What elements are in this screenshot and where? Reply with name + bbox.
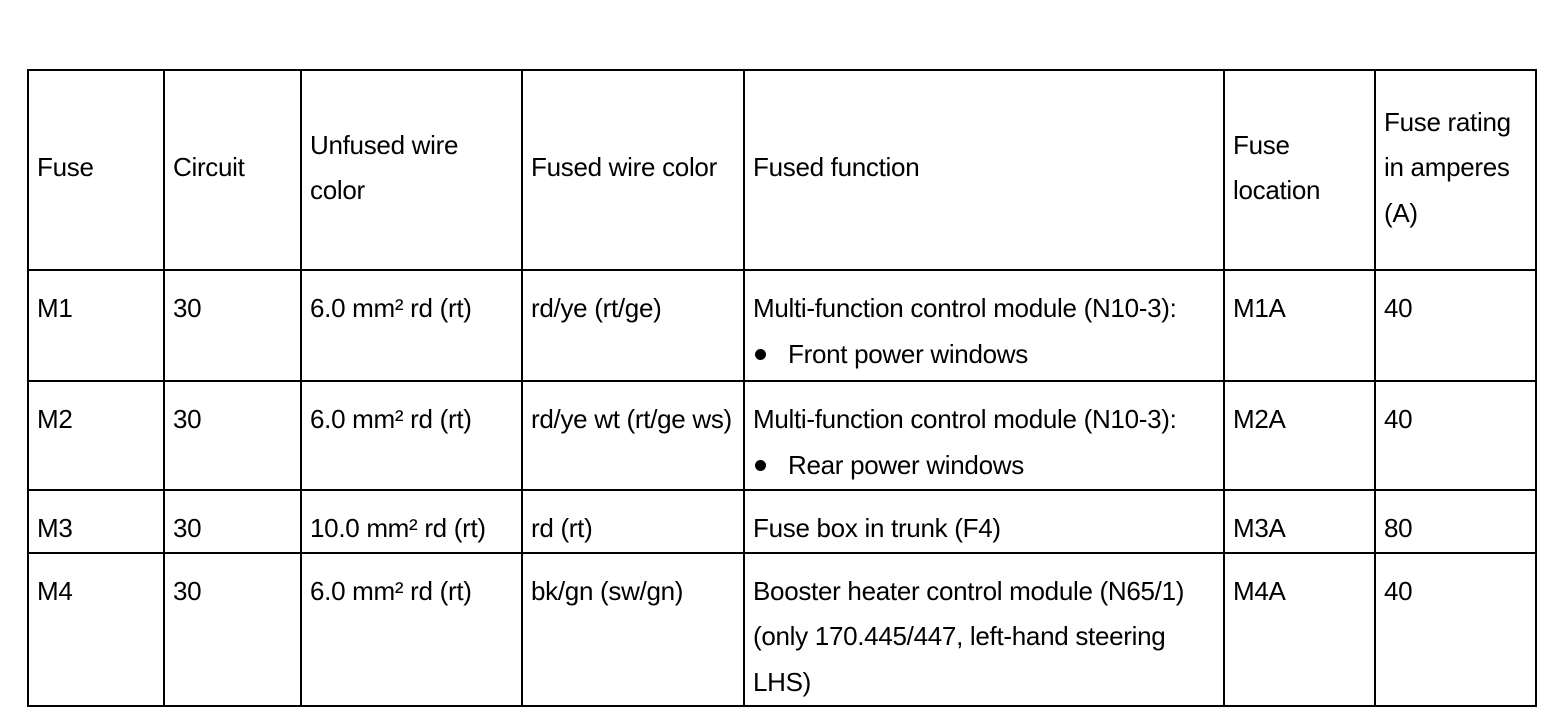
function-text: Booster heater control module (N65/1)	[753, 575, 1185, 606]
cell-fuse-rating: 40	[1375, 270, 1536, 381]
bullet-icon	[755, 349, 766, 360]
cell-fuse: M4	[28, 553, 164, 707]
cell-fused-wire-color: rd/ye (rt/ge)	[522, 270, 744, 381]
cell-circuit: 30	[164, 381, 301, 490]
function-text-line2: (only 170.445/447, left-hand steering LHS)	[753, 621, 1166, 697]
cell-fused-function	[744, 381, 1224, 490]
header-unfused-wire-color: Unfused wire color	[301, 70, 522, 270]
header-fuse-location: Fuse location	[1224, 70, 1375, 270]
cell-fuse-rating: 40	[1375, 381, 1536, 490]
cell-fused-wire-color: rd (rt)	[522, 490, 744, 553]
cell-fuse: M3	[28, 490, 164, 553]
table-header-row	[28, 70, 1536, 270]
cell-circuit: 30	[164, 553, 301, 707]
cell-fused-function	[744, 553, 1224, 707]
table-row	[28, 553, 1536, 707]
table-row	[28, 490, 1536, 553]
cell-fused-wire-color: bk/gn (sw/gn)	[522, 553, 744, 707]
cell-unfused-wire-color: 6.0 mm² rd (rt)	[301, 553, 522, 707]
cell-fuse-location: M4A	[1224, 553, 1375, 707]
fuse-table	[27, 69, 1537, 707]
function-bullet-item	[753, 332, 1215, 378]
function-bullet-text: Rear power windows	[788, 449, 1024, 480]
cell-fuse-rating: 80	[1375, 490, 1536, 553]
header-fused-function: Fused function	[744, 70, 1224, 270]
cell-fused-wire-color: rd/ye wt (rt/ge ws)	[522, 381, 744, 490]
cell-fuse-location: M3A	[1224, 490, 1375, 553]
cell-fused-function	[744, 270, 1224, 381]
table-row	[28, 270, 1536, 381]
cell-fuse: M2	[28, 381, 164, 490]
header-fuse: Fuse	[28, 70, 164, 270]
bullet-icon	[755, 460, 766, 471]
function-bullet-item	[753, 443, 1215, 489]
cell-unfused-wire-color: 6.0 mm² rd (rt)	[301, 381, 522, 490]
cell-unfused-wire-color: 10.0 mm² rd (rt)	[301, 490, 522, 553]
function-bullet-text: Front power windows	[788, 338, 1028, 369]
header-circuit: Circuit	[164, 70, 301, 270]
cell-fuse-rating: 40	[1375, 553, 1536, 707]
header-fused-wire-color: Fused wire color	[522, 70, 744, 270]
cell-circuit: 30	[164, 490, 301, 553]
cell-fuse-location: M1A	[1224, 270, 1375, 381]
cell-circuit: 30	[164, 270, 301, 381]
table-row	[28, 381, 1536, 490]
cell-fused-function: Fuse box in trunk (F4)	[744, 490, 1224, 553]
cell-fuse-location: M2A	[1224, 381, 1375, 490]
cell-unfused-wire-color: 6.0 mm² rd (rt)	[301, 270, 522, 381]
function-text: Multi-function control module (N10-3):	[753, 404, 1177, 434]
cell-fuse: M1	[28, 270, 164, 381]
function-text: Multi-function control module (N10-3):	[753, 293, 1177, 323]
header-fuse-rating: Fuse rating in amperes (A)	[1375, 70, 1536, 270]
